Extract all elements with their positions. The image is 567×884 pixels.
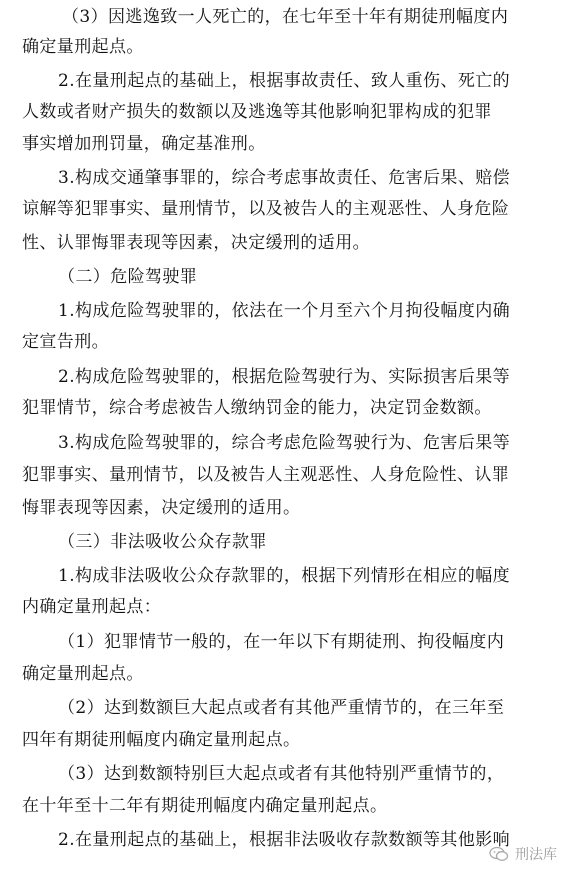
text-line: 悔罪表现等因素，决定缓刑的适用。: [22, 498, 301, 518]
text-line: 1.构成非法吸收公众存款罪的，根据下列情形在相应的幅度: [58, 566, 511, 586]
text-line: 3.构成交通肇事罪的，综合考虑事故责任、危害后果、赔偿: [58, 168, 511, 188]
text-line: 性、认罪悔罪表现等因素，决定缓刑的适用。: [22, 233, 370, 253]
watermark-label: 刑法库: [515, 847, 557, 863]
text-line: 在十年至十二年有期徒刑幅度内确定量刑起点。: [22, 796, 388, 816]
text-line: 谅解等犯罪事实、量刑情节，以及被告人的主观恶性、人身危险: [22, 199, 510, 219]
wechat-icon: [489, 846, 509, 862]
text-line: （3）因逃逸致一人死亡的，在七年至十年有期徒刑幅度内: [62, 7, 509, 27]
text-line: 2.在量刑起点的基础上，根据事故责任、致人重伤、死亡的: [58, 71, 511, 91]
text-line: 犯罪事实、量刑情节，以及被告人主观恶性、人身危险性、认罪: [22, 465, 510, 485]
text-line: 事实增加刑罚量，确定基准刑。: [22, 134, 266, 154]
text-line: 2.构成危险驾驶罪的，根据危险驾驶行为、实际损害后果等: [58, 367, 511, 387]
text-line: 定宣告刑。: [22, 332, 109, 352]
text-line: 犯罪情节，综合考虑被告人缴纳罚金的能力，决定罚金数额。: [22, 398, 492, 418]
text-line: 1.构成危险驾驶罪的，依法在一个月至六个月拘役幅度内确: [58, 301, 511, 321]
watermark: [489, 844, 557, 864]
section-heading: （三）非法吸收公众存款罪: [58, 532, 267, 552]
text-line: （1）犯罪情节一般的，在一年以下有期徒刑、拘役幅度内: [58, 632, 505, 652]
text-line: 确定量刑起点。: [22, 664, 144, 684]
text-line: 人数或者财产损失的数额以及逃逸等其他影响犯罪构成的犯罪: [22, 102, 492, 122]
text-line: 确定量刑起点。: [22, 37, 144, 57]
text-line: 内确定量刑起点：: [22, 597, 162, 617]
text-line: （3）达到数额特别巨大起点或者有其他特别严重情节的，: [58, 764, 505, 784]
text-line: （2）达到数额巨大起点或者有其他严重情节的，在三年至: [58, 698, 505, 718]
text-line: 2.在量刑起点的基础上，根据非法吸收存款数额等其他影响: [58, 830, 511, 850]
text-line: 3.构成危险驾驶罪的，综合考虑危险驾驶行为、危害后果等: [58, 433, 511, 453]
section-heading: （二）危险驾驶罪: [58, 267, 198, 287]
text-line: 四年有期徒刑幅度内确定量刑起点。: [22, 730, 301, 750]
